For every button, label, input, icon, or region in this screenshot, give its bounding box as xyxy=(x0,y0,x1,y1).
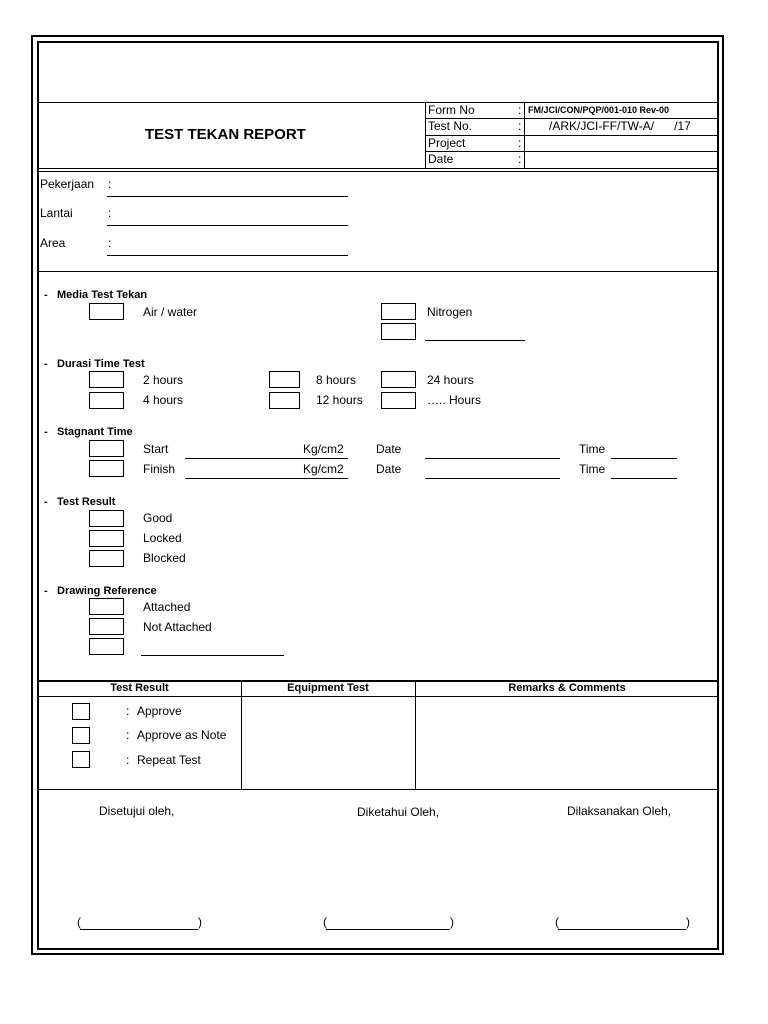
checkbox-good[interactable] xyxy=(89,510,124,527)
label-not-attached: Not Attached xyxy=(143,620,212,634)
table-header-equipment-test: Equipment Test xyxy=(287,682,369,694)
checkbox-24-hours[interactable] xyxy=(381,371,416,388)
unit-start: Kg/cm2 xyxy=(303,442,344,456)
label-8-hours: 8 hours xyxy=(316,373,357,387)
label-24-hours: 24 hours xyxy=(427,373,474,387)
table-col-divider-1 xyxy=(241,680,242,789)
checkbox-approve[interactable] xyxy=(72,703,90,720)
meta-colon-2: : xyxy=(518,119,522,133)
report-title: TEST TEKAN REPORT xyxy=(145,126,306,143)
checkbox-media-other[interactable] xyxy=(381,323,416,340)
label-area: Area xyxy=(40,236,66,250)
meta-value-form-no: FM/JCI/CON/PQP/001-010 Rev-00 xyxy=(528,105,670,115)
meta-row-line-2 xyxy=(425,135,719,136)
table-header-line xyxy=(38,696,719,697)
field-area[interactable] xyxy=(107,255,348,256)
label-finish: Finish xyxy=(143,462,176,476)
meta-colon-1: : xyxy=(518,103,522,117)
checkbox-not-attached[interactable] xyxy=(89,618,124,635)
colon-approve: : xyxy=(126,704,130,718)
label-approve-note: Approve as Note xyxy=(137,728,227,742)
label-other-hours: ….. Hours xyxy=(427,393,482,407)
checkbox-blocked[interactable] xyxy=(89,550,124,567)
label-4-hours: 4 hours xyxy=(143,393,184,407)
meta-colon-3: : xyxy=(518,136,522,150)
checkbox-other-hours[interactable] xyxy=(381,392,416,409)
checkbox-repeat-test[interactable] xyxy=(72,751,90,768)
field-start-pressure[interactable] xyxy=(185,458,348,459)
checkbox-finish[interactable] xyxy=(89,460,124,477)
label-start-date: Date xyxy=(376,442,402,456)
label-2-hours: 2 hours xyxy=(143,373,184,387)
label-locked: Locked xyxy=(143,531,182,545)
checkbox-start[interactable] xyxy=(89,440,124,457)
label-start-time: Time xyxy=(579,442,606,456)
unit-finish: Kg/cm2 xyxy=(303,462,344,476)
field-finish-time[interactable] xyxy=(611,478,677,479)
label-start: Start xyxy=(143,442,169,456)
sign-diketahui: Diketahui Oleh, xyxy=(357,805,440,819)
sign-paren-close-2: ) xyxy=(450,915,454,929)
heading-result: Test Result xyxy=(57,496,116,508)
bullet-drawing: - xyxy=(44,585,48,597)
label-attached: Attached xyxy=(143,600,191,614)
table-col-divider-2 xyxy=(415,680,416,789)
sign-paren-close-1: ) xyxy=(198,915,202,929)
checkbox-8-hours[interactable] xyxy=(269,371,300,388)
colon-pekerjaan: : xyxy=(108,177,112,191)
meta-label-test-no: Test No. xyxy=(428,119,473,133)
header-bottom-line-2 xyxy=(38,171,719,172)
label-blocked: Blocked xyxy=(143,551,186,565)
field-finish-pressure[interactable] xyxy=(185,478,348,479)
checkbox-locked[interactable] xyxy=(89,530,124,547)
sign-disetujui: Disetujui oleh, xyxy=(99,804,175,818)
label-repeat-test: Repeat Test xyxy=(137,753,201,767)
colon-lantai: : xyxy=(108,206,112,220)
field-pekerjaan[interactable] xyxy=(107,196,348,197)
sign-paren-open-1: ( xyxy=(77,915,81,929)
label-finish-date: Date xyxy=(376,462,402,476)
sign-paren-open-3: ( xyxy=(555,915,559,929)
label-pekerjaan: Pekerjaan xyxy=(40,177,95,191)
meta-row-line-3 xyxy=(425,151,719,152)
field-finish-date[interactable] xyxy=(425,478,560,479)
meta-colon-4: : xyxy=(518,152,522,166)
sign-line-3[interactable] xyxy=(558,929,686,930)
heading-stagnant: Stagnant Time xyxy=(57,426,133,438)
sign-line-1[interactable] xyxy=(80,929,198,930)
sign-paren-open-2: ( xyxy=(323,915,327,929)
checkbox-nitrogen[interactable] xyxy=(381,303,416,320)
checkbox-4-hours[interactable] xyxy=(89,392,124,409)
bullet-result: - xyxy=(44,496,48,508)
field-start-time[interactable] xyxy=(611,458,677,459)
table-header-remarks: Remarks & Comments xyxy=(508,682,626,694)
field-drawing-other[interactable] xyxy=(141,655,284,656)
label-finish-time: Time xyxy=(579,462,606,476)
checkbox-approve-note[interactable] xyxy=(72,727,90,744)
header-top-line xyxy=(38,102,719,103)
label-nitrogen: Nitrogen xyxy=(427,305,473,319)
bullet-stagnant: - xyxy=(44,426,48,438)
label-air: Air / water xyxy=(143,305,198,319)
field-media-other[interactable] xyxy=(425,340,525,341)
checkbox-attached[interactable] xyxy=(89,598,124,615)
header-bottom-line-1 xyxy=(38,168,719,169)
bullet-media: - xyxy=(44,289,48,301)
meta-label-date: Date xyxy=(428,152,454,166)
meta-label-project: Project xyxy=(428,136,466,150)
field-lantai[interactable] xyxy=(107,225,348,226)
table-header-test-result: Test Result xyxy=(110,682,169,694)
table-bottom-line xyxy=(38,789,719,790)
sign-dilaksanakan: Dilaksanakan Oleh, xyxy=(567,804,672,818)
meta-value-test-no: /ARK/JCI-FF/TW-A/ /17 xyxy=(549,119,691,133)
checkbox-drawing-other[interactable] xyxy=(89,638,124,655)
meta-label-form-no: Form No xyxy=(428,103,475,117)
sign-line-2[interactable] xyxy=(326,929,450,930)
sign-paren-close-3: ) xyxy=(686,915,690,929)
checkbox-air[interactable] xyxy=(89,303,124,320)
label-lantai: Lantai xyxy=(40,206,73,220)
heading-drawing: Drawing Reference xyxy=(57,585,157,597)
label-good: Good xyxy=(143,511,173,525)
colon-area: : xyxy=(108,236,112,250)
info-bottom-line xyxy=(38,271,719,272)
label-12-hours: 12 hours xyxy=(316,393,363,407)
label-approve: Approve xyxy=(137,704,182,718)
checkbox-2-hours[interactable] xyxy=(89,371,124,388)
checkbox-12-hours[interactable] xyxy=(269,392,300,409)
heading-durasi: Durasi Time Test xyxy=(57,358,145,370)
field-start-date[interactable] xyxy=(425,458,560,459)
colon-repeat-test: : xyxy=(126,753,130,767)
bullet-durasi: - xyxy=(44,358,48,370)
colon-approve-note: : xyxy=(126,728,130,742)
heading-media: Media Test Tekan xyxy=(57,289,148,301)
